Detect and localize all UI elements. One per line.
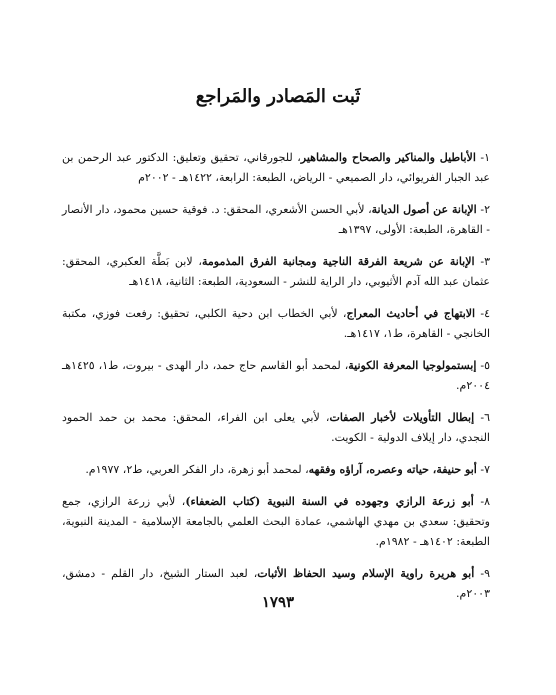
reference-details: ، لعبد الستار الشيخ، دار القلم - دمشق، ٢٠٠٣م. — [62, 567, 490, 600]
reference-entry — [62, 252, 490, 292]
reference-title: الابتهاج في أحاديث المعراج — [346, 307, 476, 320]
reference-title: الإبانة عن أصول الديانة — [371, 203, 477, 216]
reference-title: أبو زرعة الرازي وجهوده في السنة النبوية (كتاب الضعفاء) — [185, 495, 474, 508]
reference-entry — [62, 148, 490, 188]
reference-number: ١- — [475, 151, 490, 164]
reference-details: ، لمحمد أبو زهرة، دار الفكر العربي، ط٢، ١٩٧٧م. — [85, 463, 309, 476]
reference-title: أبو هريرة راوية الإسلام وسيد الحفاظ الأثبات — [257, 567, 475, 580]
page-number: ١٧٩٣ — [261, 593, 295, 611]
references-list — [62, 148, 490, 616]
reference-entry — [62, 492, 490, 552]
reference-details: ، للجورقاني، تحقيق وتعليق: الدكتور عبد الرحمن بن عبد الجبار الفريوائي، دار الصميعي - الرياض، الطبعة: الرابعة، ١٤٢٢هـ - ٢٠٠٢م — [62, 151, 490, 184]
reference-title: إبطال التأويلات لأخبار الصفات — [329, 411, 475, 424]
reference-entry — [62, 200, 490, 240]
reference-title: الإبانة عن شريعة الفرقة الناجية ومجانبة الفرق المذمومة — [201, 255, 475, 268]
reference-entry — [62, 356, 490, 396]
reference-entry — [62, 460, 490, 480]
reference-title: إبستمولوجيا المعرفة الكونية — [348, 359, 477, 372]
reference-details: ، لأبي يعلى ابن الفراء، المحقق: محمد بن حمد الحمود النجدي، دار إيلاف الدولية - الكويت. — [62, 411, 490, 444]
reference-number: ٦- — [474, 411, 490, 424]
reference-number: ٣- — [474, 255, 490, 268]
page-title: ثَبت المَصادر والمَراجع — [195, 86, 361, 107]
reference-details: ، لمحمد أبو القاسم حاج حمد، دار الهدى - بيروت، ط١، ١٤٢٥هـ ٢٠٠٤م. — [62, 359, 490, 392]
reference-entry — [62, 408, 490, 448]
reference-number: ٨- — [473, 495, 490, 508]
reference-number: ٤- — [475, 307, 490, 320]
reference-number: ٩- — [474, 567, 490, 580]
reference-details: ، لأبي زرعة الرازي، جمع وتحقيق: سعدي بن مهدي الهاشمي، عمادة البحث العلمي بالجامعة الإسلامية - المدينة النبوية، الطبعة: ١٤٠٢هـ - ١٩٨٢م. — [62, 495, 490, 548]
reference-details: ، لأبي الحسن الأشعري، المحقق: د. فوقية حسين محمود، دار الأنصار - القاهرة، الطبعة: الأولى، ١٣٩٧هـ — [62, 203, 490, 236]
reference-details: ، لأبي الخطاب ابن دحية الكلبي، تحقيق: رفعت فوزي، مكتبة الخانجي - القاهرة، ط١، ١٤١٧هـ. — [62, 307, 490, 340]
reference-number: ٧- — [476, 463, 490, 476]
reference-title: الأباطيل والمناكير والصحاح والمشاهير — [300, 151, 476, 164]
reference-number: ٥- — [476, 359, 491, 372]
reference-entry — [62, 304, 490, 344]
reference-number: ٢- — [476, 203, 490, 216]
reference-details: ، لابن بَطَّة العكبري، المحقق: عثمان عبد الله آدم الأثيوبي، دار الراية للنشر - السعودية، الطبعة: الثانية، ١٤١٨هـ — [62, 255, 490, 288]
reference-title: أبو حنيفة، حياته وعصره، آراؤه وفقهه — [308, 463, 477, 476]
